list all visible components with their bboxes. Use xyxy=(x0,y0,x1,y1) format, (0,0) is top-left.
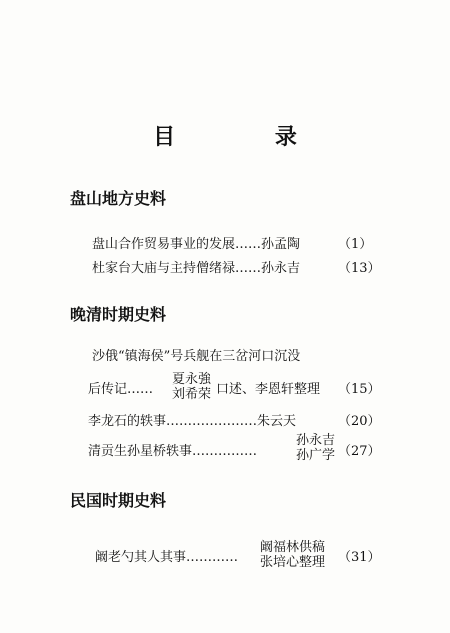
toc-entry xyxy=(88,378,153,397)
entry-authors xyxy=(260,540,325,570)
entry-leader: …… xyxy=(127,382,154,397)
toc-entry xyxy=(88,410,296,429)
entry-page: （27） xyxy=(338,444,381,459)
toc-entry xyxy=(92,233,300,252)
entry-author: 张培心整理 xyxy=(260,555,326,570)
entry-authors xyxy=(172,372,211,402)
entry-author: 朱云天 xyxy=(257,414,297,429)
entry-author: 孙永吉 xyxy=(261,261,301,276)
entry-author: 刘希荣 xyxy=(172,387,212,402)
entry-page: （20） xyxy=(338,414,381,429)
toc-title: 目 录 xyxy=(153,125,343,150)
entry-page: （13） xyxy=(338,261,381,276)
entry-author: 孙广学 xyxy=(296,448,336,463)
entry-authors xyxy=(296,433,335,463)
entry-author: 阚福林供稿 xyxy=(260,540,326,555)
entry-author: 孙永吉 xyxy=(296,433,336,448)
entry-title: 后传记 xyxy=(88,382,128,397)
section-heading: 盘山地方史料 xyxy=(70,189,167,208)
entry-leader: ………… xyxy=(186,550,239,565)
section-heading: 晚清时期史料 xyxy=(70,305,167,324)
entry-title-line: 沙俄“镇海侯”号兵舰在三岔河口沉没 xyxy=(92,349,301,364)
entry-author-suffix: 口述、李恩轩整理 xyxy=(216,382,321,397)
entry-title: 清贡生孙星桥轶事 xyxy=(88,444,193,459)
toc-entry xyxy=(88,440,257,459)
entry-author: 夏永強 xyxy=(172,372,212,387)
entry-title: 李龙石的轶事 xyxy=(88,414,167,429)
entry-page: （15） xyxy=(338,382,381,397)
entry-title: 阚老勺其人其事 xyxy=(95,550,187,565)
toc-entry xyxy=(92,257,300,276)
section-heading: 民国时期史料 xyxy=(70,491,167,510)
entry-leader: ………………… xyxy=(166,414,258,429)
toc-entry xyxy=(95,546,238,565)
entry-page: （31） xyxy=(338,550,381,565)
entry-leader: …… xyxy=(235,261,262,276)
entry-leader: …… xyxy=(235,237,262,252)
entry-title: 杜家台大庙与主持僧绪禄 xyxy=(92,261,236,276)
entry-title: 盘山合作贸易事业的发展 xyxy=(92,237,236,252)
entry-leader: …………… xyxy=(192,444,258,459)
entry-page: （1） xyxy=(338,237,373,252)
entry-author: 孙孟陶 xyxy=(261,237,301,252)
